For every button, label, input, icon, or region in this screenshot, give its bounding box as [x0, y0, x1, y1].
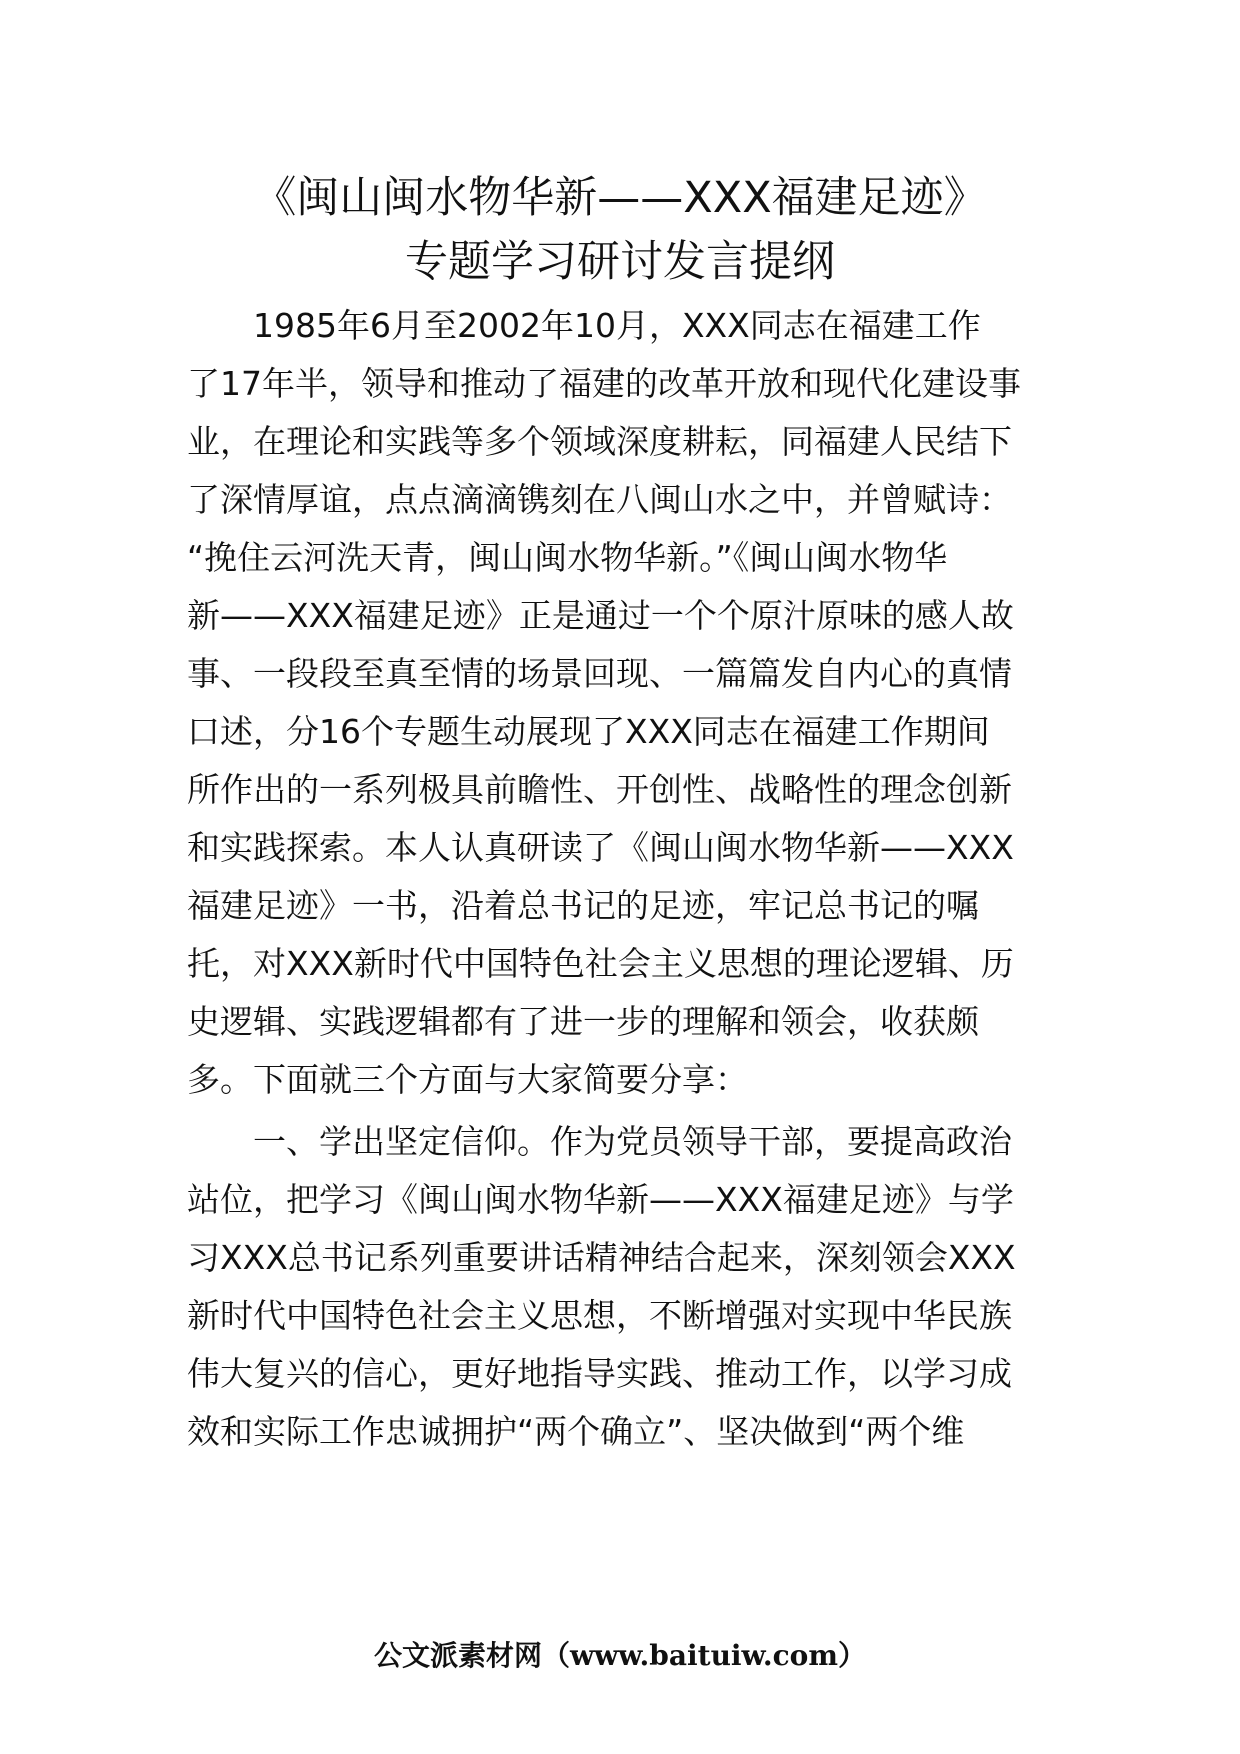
- body-line: 口述，分16个专题生动展现了XXX同志在福建工作期间: [187, 712, 990, 751]
- body-line: 伟大复兴的信心，更好地指导实践、推动工作，以学习成: [187, 1354, 1012, 1393]
- body-line: 史逻辑、实践逻辑都有了进一步的理解和领会，收获颇: [187, 1002, 979, 1041]
- footer-watermark: 公文派素材网（www.baituiw.com）: [374, 1639, 866, 1672]
- body-line: “挽住云河洗天青，闽山闽水物华新。”《闽山闽水物华: [187, 538, 948, 577]
- body-line: 和实践探索。本人认真研读了《闽山闽水物华新——XXX: [187, 828, 1014, 867]
- body-line: 所作出的一系列极具前瞻性、开创性、战略性的理念创新: [187, 770, 1012, 809]
- body-line: 1985年6月至2002年10月，XXX同志在福建工作: [187, 306, 981, 345]
- body-line: 了深情厚谊，点点滴滴镌刻在八闽山水之中，并曾赋诗：: [187, 480, 1012, 519]
- body-line: 托，对XXX新时代中国特色社会主义思想的理论逻辑、历: [187, 944, 1014, 983]
- body-line: 新时代中国特色社会主义思想，不断增强对实现中华民族: [187, 1296, 1012, 1335]
- body-line: 了17年半，领导和推动了福建的改革开放和现代化建设事: [187, 364, 1021, 403]
- body-line: 习XXX总书记系列重要讲话精神结合起来，深刻领会XXX: [187, 1238, 1016, 1277]
- body-line: 效和实际工作忠诚拥护“两个确立”、坚决做到“两个维: [187, 1412, 965, 1451]
- body-line: 一、学出坚定信仰。作为党员领导干部，要提高政治: [187, 1122, 1012, 1161]
- body-line: 事、一段段至真至情的场景回现、一篇篇发自内心的真情: [187, 654, 1012, 693]
- document-title-line-1: 《闽山闽水物华新——XXX福建足迹》: [253, 173, 987, 223]
- body-line: 多。下面就三个方面与大家简要分享：: [187, 1060, 748, 1099]
- body-line: 业，在理论和实践等多个领域深度耕耘，同福建人民结下: [187, 422, 1012, 461]
- body-line: 站位，把学习《闽山闽水物华新——XXX福建足迹》与学: [187, 1180, 1014, 1219]
- body-line: 福建足迹》一书，沿着总书记的足迹，牢记总书记的嘱: [187, 886, 979, 925]
- document-title-line-2: 专题学习研讨发言提纲: [405, 237, 835, 287]
- body-line: 新——XXX福建足迹》正是通过一个个原汁原味的感人故: [187, 596, 1014, 635]
